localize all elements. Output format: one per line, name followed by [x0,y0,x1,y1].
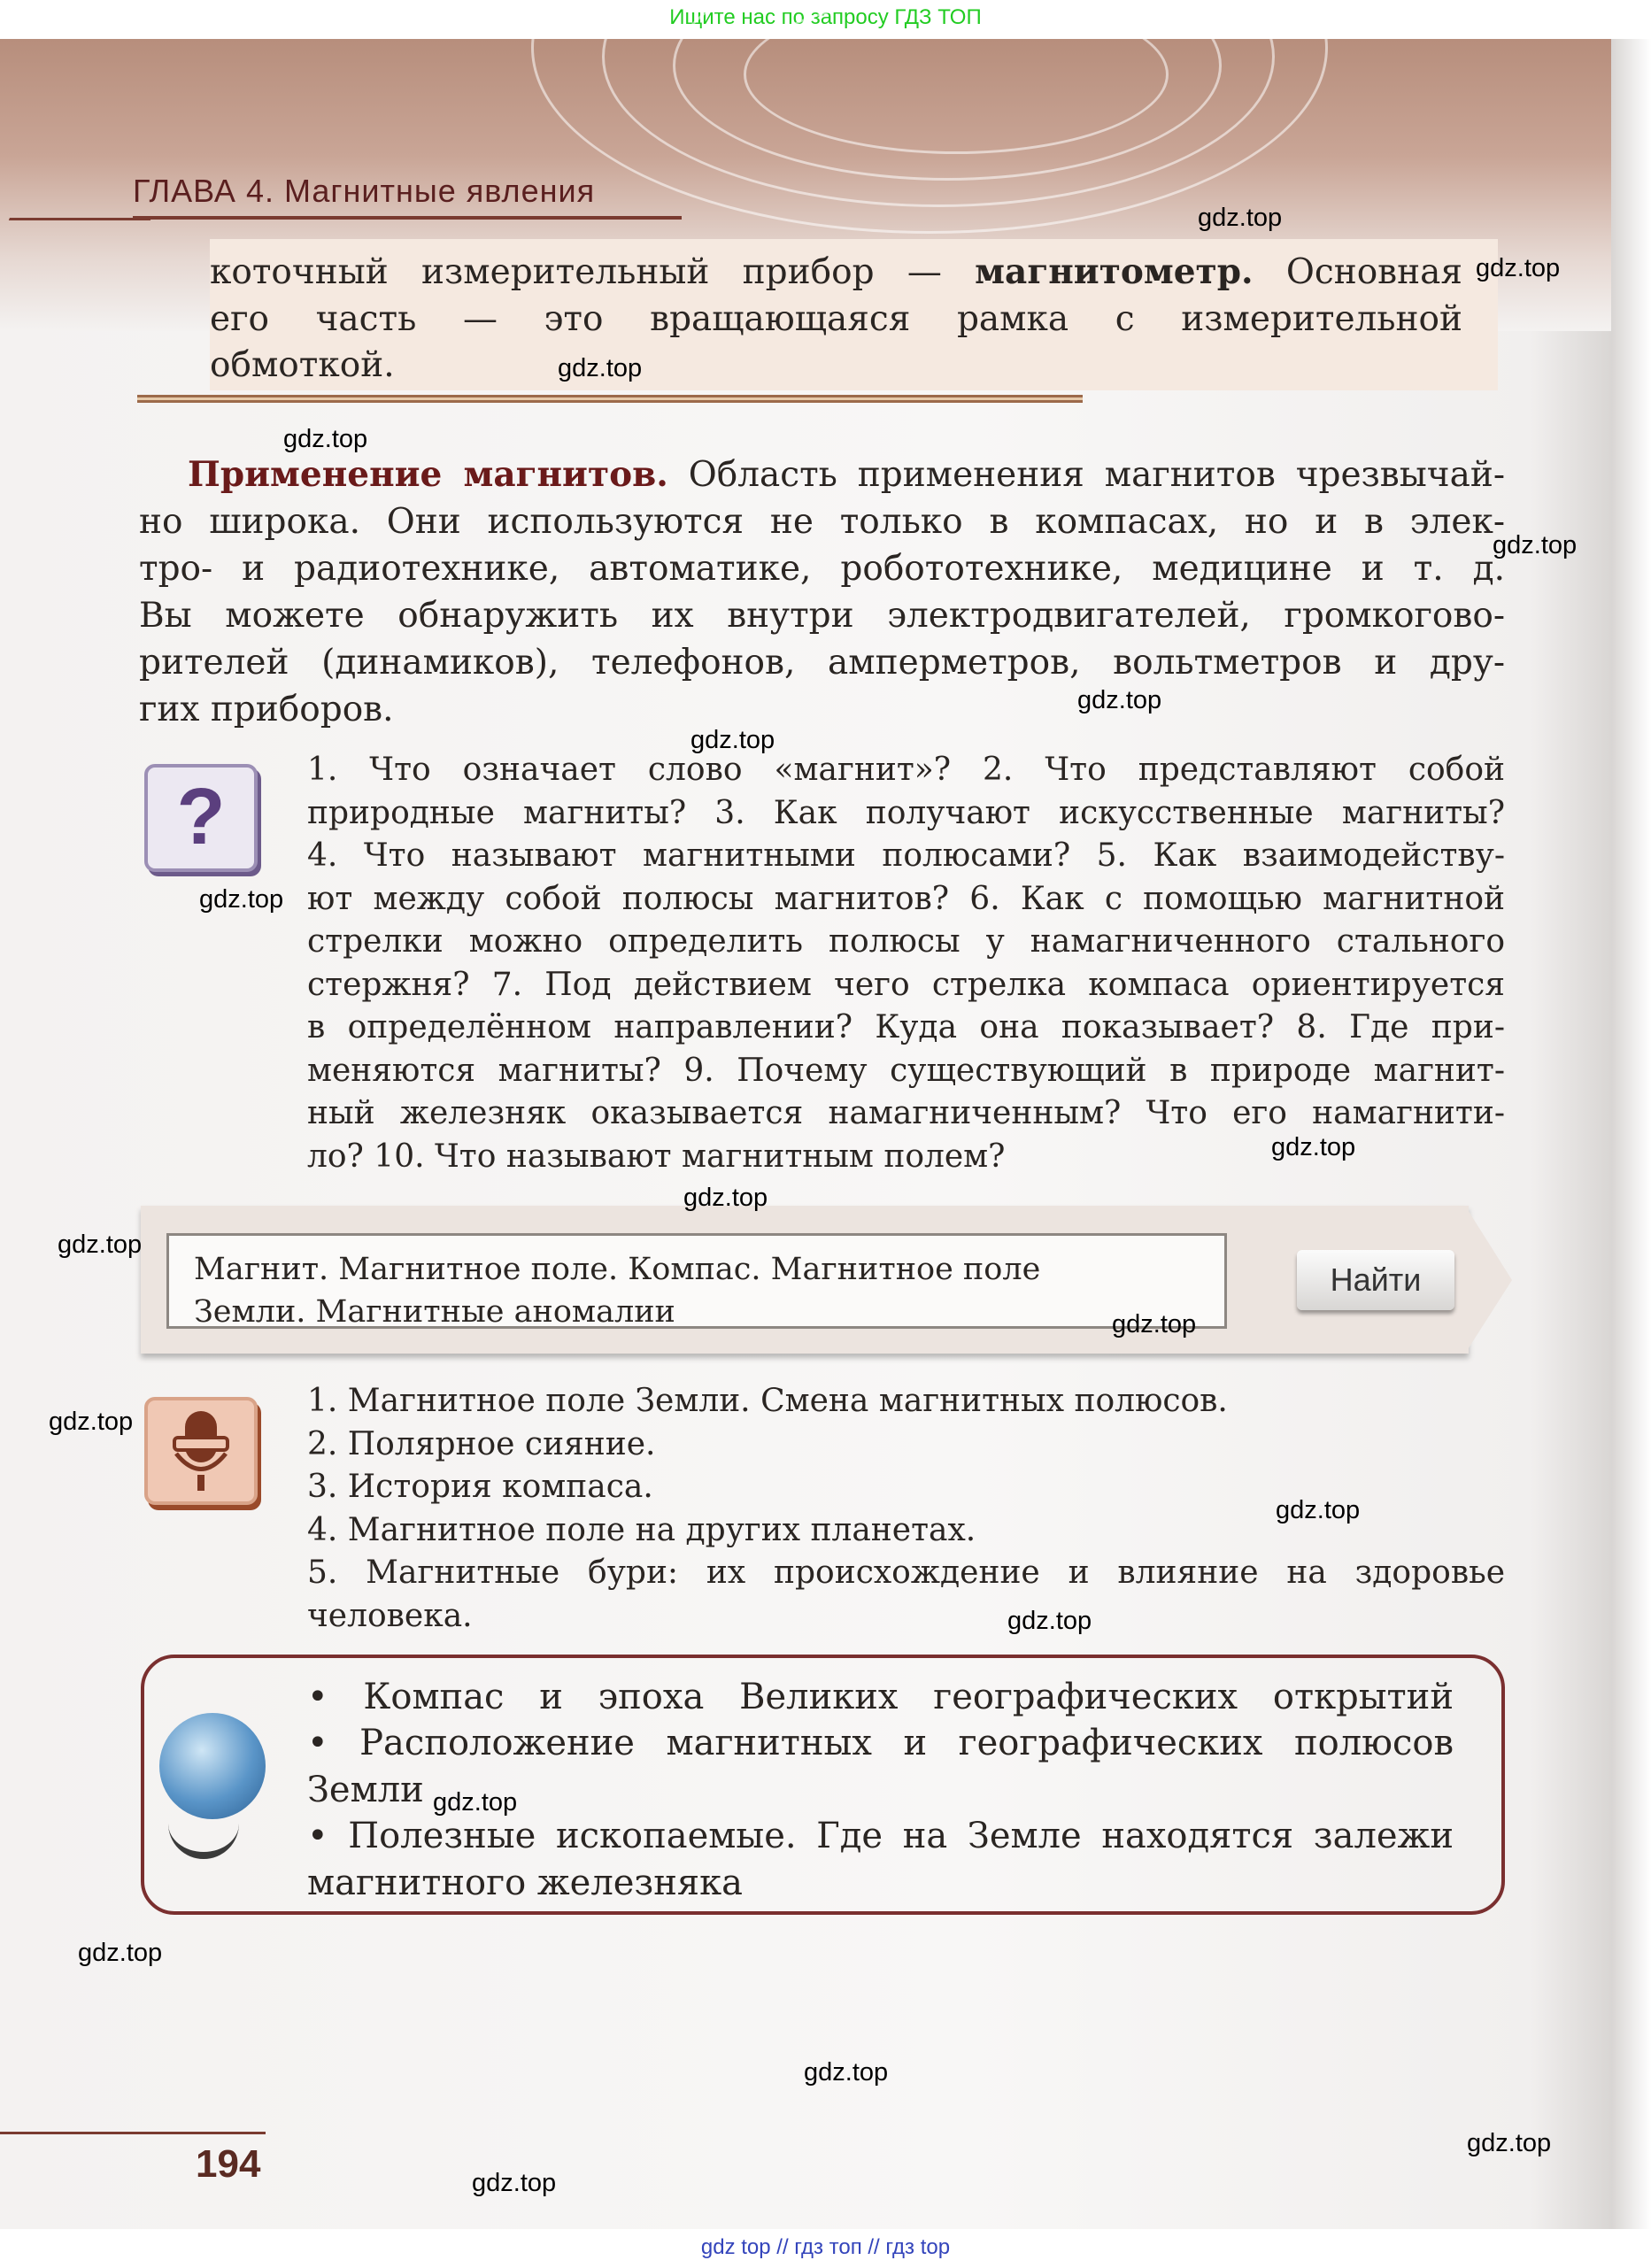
intro-line: обмоткой. [210,345,395,385]
search-input[interactable] [166,1233,1227,1329]
search-panel-arrow [1465,1206,1512,1354]
watermark: gdz.top [1271,1133,1356,1161]
globe-icon [159,1713,266,1819]
question-icon: ? [144,764,258,872]
section-line: Применение магнитов. Область применения магнитов чрезвычай- [188,454,1506,495]
watermark: gdz.top [58,1230,143,1259]
watermark: gdz.top [1077,686,1162,714]
intro-line: его часть — это вращающаяся рамка с измерительной [210,299,1462,339]
watermark: gdz.top [683,1184,768,1212]
page-number: 194 [196,2142,261,2186]
search-query-line: Земли. Магнитные аномалии [194,1294,675,1330]
section-line: гих приборов. [139,690,394,729]
project-line: магнитного железняка [307,1863,743,1903]
question-line: ный железняк оказывается намагниченным? Что его намагнити- [307,1095,1505,1131]
watermark: gdz.top [690,726,775,754]
top-banner: Ищите нас по запросу ГДЗ ТОП [0,0,1651,39]
question-line: ют между собой полюсы магнитов? 6. Как с помощью магнитной [307,880,1505,917]
topic-line: 3. История компаса. [307,1469,653,1505]
watermark: gdz.top [1276,1496,1361,1524]
page-spine [1611,39,1651,2229]
watermark: gdz.top [1112,1310,1197,1338]
watermark: gdz.top [283,425,368,453]
section-line: Вы можете обнаружить их внутри электродвигателей, громкогово- [139,596,1505,636]
watermark: gdz.top [1476,254,1561,282]
watermark: gdz.top [49,1408,134,1436]
header-line [0,218,151,271]
watermark: gdz.top [1198,204,1283,232]
question-line: в определённом направлении? Куда она показывает? 8. Где при- [307,1009,1505,1045]
divider [137,395,1083,403]
watermark: gdz.top [433,1788,518,1817]
topic-line: 4. Магнитное поле на других планетах. [307,1511,976,1548]
footer-links: gdz top // гдз топ // гдз top [0,2231,1651,2268]
section-line: тро- и радиотехнике, автоматике, робототехнике, медицине и т. д. [139,549,1505,589]
question-line: стержня? 7. Под действием чего стрелка компаса ориентируется [307,966,1505,1003]
question-line: стрелки можно определить полюсы у намагниченного стального [307,923,1505,960]
chapter-header: ГЛАВА 4. Магнитные явления [133,173,596,209]
find-button[interactable]: Найти [1297,1250,1454,1310]
watermark: gdz.top [199,885,284,914]
watermark: gdz.top [1007,1607,1092,1635]
project-line: • Полезные ископаемые. Где на Земле находятся залежи [307,1816,1454,1856]
watermark: gdz.top [472,2169,557,2197]
question-line: меняются магниты? 9. Почему существующий в природе магнит- [307,1052,1505,1089]
question-line: природные магниты? 3. Как получают искусственные магниты? [307,794,1505,831]
topic-line: 2. Полярное сияние. [307,1425,656,1462]
header-rule [133,216,682,220]
topic-line: 5. Магнитные бури: их происхождение и влияние на здоровье [307,1554,1505,1591]
search-query-line: Магнит. Магнитное поле. Компас. Магнитное поле [194,1252,1041,1287]
question-line: 4. Что называют магнитными полюсами? 5. Как взаимодейству- [307,837,1505,874]
intro-line: коточный измерительный прибор — магнитометр. Основная [210,251,1462,292]
question-line: ло? 10. Что называют магнитным полем? [307,1138,1006,1175]
project-line: • Компас и эпоха Великих географических открытий [307,1677,1454,1717]
question-line: 1. Что означает слово «магнит»? 2. Что представляют собой [307,752,1505,788]
topic-line: человека. [307,1597,473,1634]
project-line: • Расположение магнитных и географических полюсов [307,1723,1454,1763]
project-line: Земли [307,1770,424,1810]
microphone-icon [144,1397,258,1505]
watermark: gdz.top [1467,2129,1552,2157]
watermark: gdz.top [78,1939,163,1967]
section-line: рителей (динамиков), телефонов, амперметров, вольтметров и дру- [139,643,1505,683]
section-line: но широка. Они используются не только в компасах, но и в элек- [139,502,1505,542]
watermark: gdz.top [1493,531,1578,559]
watermark: gdz.top [558,354,643,382]
topic-line: 1. Магнитное поле Земли. Смена магнитных полюсов. [307,1383,1228,1419]
watermark: gdz.top [804,2058,889,2087]
